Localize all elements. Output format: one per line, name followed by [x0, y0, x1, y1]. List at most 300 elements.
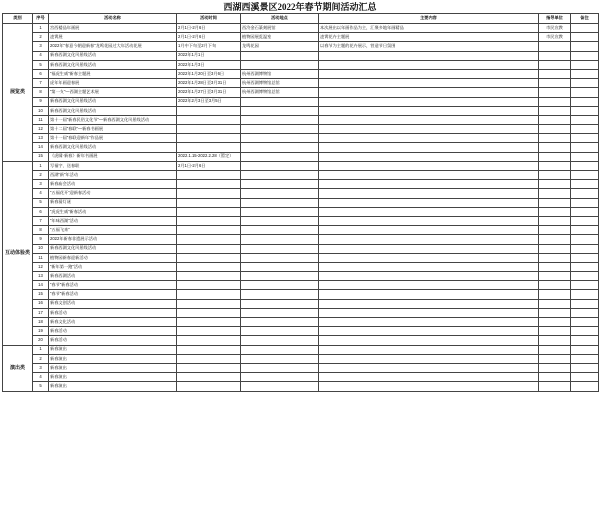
table-row	[3, 143, 599, 152]
cell-note	[571, 33, 599, 42]
cell-activity-time	[177, 262, 241, 271]
cell-category: 展览类	[3, 24, 33, 162]
cell-activity-time: 2022年1月1日	[177, 51, 241, 60]
cell-main-content	[319, 152, 539, 161]
cell-main-content	[319, 125, 539, 134]
cell-main-content	[319, 115, 539, 124]
cell-activity-place	[241, 97, 319, 106]
cell-activity-time	[177, 382, 241, 391]
cell-activity-place	[241, 226, 319, 235]
table-row	[3, 272, 599, 281]
cell-number: 2	[33, 33, 49, 42]
cell-activity-time	[177, 363, 241, 372]
table-row	[3, 42, 599, 51]
table-row	[3, 161, 599, 170]
header-row	[3, 14, 599, 24]
cell-main-content	[319, 318, 539, 327]
table-row	[3, 244, 599, 253]
cell-number: 15	[33, 290, 49, 299]
cell-activity-time	[177, 207, 241, 216]
cell-guiding-unit	[539, 345, 571, 354]
cell-number: 16	[33, 299, 49, 308]
cell-activity-name: 新春演出	[49, 354, 177, 363]
cell-note	[571, 363, 599, 372]
table-row	[3, 299, 599, 308]
cell-activity-time	[177, 189, 241, 198]
cell-note	[571, 281, 599, 290]
cell-activity-place	[241, 281, 319, 290]
cell-number: 1	[33, 24, 49, 33]
cell-activity-time	[177, 281, 241, 290]
cell-guiding-unit	[539, 115, 571, 124]
cell-number: 13	[33, 134, 49, 143]
cell-note	[571, 79, 599, 88]
table-body	[3, 24, 599, 392]
cell-number: 6	[33, 207, 49, 216]
cell-note	[571, 97, 599, 106]
cell-activity-place	[241, 60, 319, 69]
cell-activity-name: 《虎啸·新春》新年书画展	[49, 152, 177, 161]
cell-main-content	[319, 281, 539, 290]
cell-number: 7	[33, 216, 49, 225]
cell-activity-name: 西湖“新”年活动	[49, 171, 177, 180]
cell-activity-place: 杭州西湖博物馆总馆	[241, 79, 319, 88]
cell-activity-place	[241, 327, 319, 336]
cell-main-content	[319, 88, 539, 97]
cell-guiding-unit	[539, 106, 571, 115]
cell-number: 3	[33, 180, 49, 189]
cell-main-content	[319, 308, 539, 317]
cell-activity-name: 新春猜灯谜	[49, 198, 177, 207]
table-row	[3, 216, 599, 225]
cell-number: 2	[33, 354, 49, 363]
cell-main-content	[319, 354, 539, 363]
cell-note	[571, 207, 599, 216]
cell-activity-name: 虎年年画迎春展	[49, 79, 177, 88]
cell-number: 9	[33, 97, 49, 106]
cell-number: 8	[33, 226, 49, 235]
cell-activity-place	[241, 180, 319, 189]
cell-note	[571, 244, 599, 253]
cell-number: 14	[33, 143, 49, 152]
cell-number: 6	[33, 69, 49, 78]
cell-activity-time	[177, 318, 241, 327]
cell-activity-time	[177, 244, 241, 253]
cell-note	[571, 235, 599, 244]
cell-activity-time	[177, 180, 241, 189]
cell-activity-name: 新春西湖文化风景线活动	[49, 97, 177, 106]
cell-activity-name: 新春西湖文化风景线活动	[49, 51, 177, 60]
cell-activity-name: “新年第一跑”活动	[49, 262, 177, 271]
cell-guiding-unit	[539, 189, 571, 198]
cell-note	[571, 308, 599, 317]
cell-activity-place	[241, 51, 319, 60]
cell-activity-name: 第十一届“春联迎新年”作品展	[49, 134, 177, 143]
cell-note	[571, 69, 599, 78]
cell-activity-name: 新春西湖文化风景线活动	[49, 106, 177, 115]
cell-number: 1	[33, 345, 49, 354]
cell-activity-name: 写福字、送春联	[49, 161, 177, 170]
cell-activity-time: 2月1日-2月6日	[177, 24, 241, 33]
table-row	[3, 33, 599, 42]
cell-note	[571, 290, 599, 299]
cell-note	[571, 345, 599, 354]
table-row	[3, 373, 599, 382]
cell-activity-name: “年味西湖”活动	[49, 216, 177, 225]
cell-number: 20	[33, 336, 49, 345]
cell-main-content	[319, 51, 539, 60]
cell-main-content	[319, 143, 539, 152]
cell-activity-name: 新春西湖文化风景线活动	[49, 60, 177, 69]
cell-note	[571, 216, 599, 225]
cell-number: 13	[33, 272, 49, 281]
cell-guiding-unit	[539, 363, 571, 372]
cell-note	[571, 106, 599, 115]
table-row	[3, 382, 599, 391]
cell-activity-place	[241, 363, 319, 372]
cell-note	[571, 125, 599, 134]
cell-activity-place	[241, 235, 319, 244]
cell-guiding-unit	[539, 336, 571, 345]
cell-activity-time: 2月1日-2月6日	[177, 33, 241, 42]
table-row	[3, 262, 599, 271]
cell-activity-name: 2022年“春意今朝迎新春”龙鸣花园过大年活动花展	[49, 42, 177, 51]
cell-activity-place	[241, 308, 319, 317]
cell-main-content	[319, 226, 539, 235]
cell-activity-time	[177, 171, 241, 180]
cell-number: 14	[33, 281, 49, 290]
cell-activity-time: 1月中下旬至2月下旬	[177, 42, 241, 51]
page-title: 西湖西溪景区2022年春节期间活动汇总	[223, 2, 377, 12]
cell-guiding-unit	[539, 308, 571, 317]
cell-note	[571, 143, 599, 152]
cell-number: 12	[33, 125, 49, 134]
cell-activity-place	[241, 354, 319, 363]
header-category: 类别	[3, 14, 33, 24]
cell-activity-place	[241, 272, 319, 281]
cell-activity-place	[241, 318, 319, 327]
cell-guiding-unit	[539, 207, 571, 216]
cell-guiding-unit	[539, 180, 571, 189]
table-row	[3, 69, 599, 78]
cell-guiding-unit	[539, 216, 571, 225]
cell-activity-place	[241, 345, 319, 354]
cell-activity-time	[177, 327, 241, 336]
cell-guiding-unit	[539, 97, 571, 106]
cell-main-content	[319, 189, 539, 198]
cell-main-content	[319, 253, 539, 262]
table-row	[3, 198, 599, 207]
cell-activity-time	[177, 134, 241, 143]
cell-activity-name: 新春西湖活动	[49, 272, 177, 281]
cell-main-content	[319, 235, 539, 244]
table-row	[3, 281, 599, 290]
cell-note	[571, 262, 599, 271]
cell-guiding-unit	[539, 226, 571, 235]
cell-number: 9	[33, 235, 49, 244]
cell-main-content	[319, 198, 539, 207]
cell-number: 3	[33, 42, 49, 51]
table-row	[3, 79, 599, 88]
cell-activity-name: 新春文创活动	[49, 299, 177, 308]
cell-activity-time	[177, 354, 241, 363]
cell-activity-name: 凌霄展	[49, 33, 177, 42]
cell-activity-place	[241, 125, 319, 134]
cell-main-content	[319, 171, 539, 180]
cell-activity-place	[241, 253, 319, 262]
cell-number: 5	[33, 60, 49, 69]
cell-main-content	[319, 290, 539, 299]
cell-note	[571, 51, 599, 60]
cell-activity-time	[177, 235, 241, 244]
cell-activity-name: “春节”新春活动	[49, 290, 177, 299]
header-activity-place: 活动地点	[241, 14, 319, 24]
cell-activity-name: 新春西湖文化风景线活动	[49, 143, 177, 152]
table-row	[3, 345, 599, 354]
table-row	[3, 363, 599, 372]
cell-activity-time	[177, 125, 241, 134]
cell-guiding-unit	[539, 244, 571, 253]
cell-activity-name: 新春演出	[49, 363, 177, 372]
cell-main-content	[319, 216, 539, 225]
cell-main-content	[319, 106, 539, 115]
cell-guiding-unit	[539, 327, 571, 336]
cell-note	[571, 189, 599, 198]
cell-activity-place: 植物园展览温室	[241, 33, 319, 42]
table-row	[3, 171, 599, 180]
table-row	[3, 24, 599, 33]
cell-note	[571, 152, 599, 161]
cell-activity-name: 新春演出	[49, 345, 177, 354]
cell-activity-time: 2022年1月28日至3月31日	[177, 79, 241, 88]
cell-main-content	[319, 327, 539, 336]
cell-guiding-unit	[539, 262, 571, 271]
cell-activity-name: “第一支”—西湖主题艺术展	[49, 88, 177, 97]
cell-number: 7	[33, 79, 49, 88]
cell-activity-time	[177, 272, 241, 281]
cell-number: 10	[33, 244, 49, 253]
cell-activity-name: 2022年新春非遗展示活动	[49, 235, 177, 244]
cell-number: 17	[33, 308, 49, 317]
header-guiding-unit: 指导单位	[539, 14, 571, 24]
table-row	[3, 152, 599, 161]
cell-note	[571, 161, 599, 170]
cell-note	[571, 180, 599, 189]
cell-activity-place	[241, 373, 319, 382]
cell-note	[571, 226, 599, 235]
cell-number: 11	[33, 115, 49, 124]
cell-note	[571, 354, 599, 363]
cell-activity-name: 宫西楼品年画展	[49, 24, 177, 33]
cell-main-content	[319, 373, 539, 382]
cell-category: 互动体验类	[3, 161, 33, 345]
cell-activity-time	[177, 299, 241, 308]
cell-activity-time: 2022年1月3日	[177, 60, 241, 69]
cell-activity-place	[241, 106, 319, 115]
cell-main-content	[319, 345, 539, 354]
cell-guiding-unit	[539, 373, 571, 382]
cell-guiding-unit	[539, 354, 571, 363]
cell-activity-time: 2022.1.15-2022.2.28（暂定）	[177, 152, 241, 161]
cell-activity-name: 第十二届“春联”—新春书画展	[49, 125, 177, 134]
table-row	[3, 189, 599, 198]
cell-guiding-unit	[539, 69, 571, 78]
cell-main-content	[319, 299, 539, 308]
cell-activity-place	[241, 171, 319, 180]
cell-activity-name: 新春庙会活动	[49, 180, 177, 189]
cell-number: 4	[33, 51, 49, 60]
table-row	[3, 207, 599, 216]
cell-guiding-unit	[539, 42, 571, 51]
cell-guiding-unit	[539, 318, 571, 327]
cell-note	[571, 42, 599, 51]
table-row	[3, 235, 599, 244]
cell-activity-time	[177, 345, 241, 354]
cell-activity-place: 杭州西湖博物馆总馆	[241, 88, 319, 97]
cell-main-content	[319, 382, 539, 391]
cell-activity-time: 2022年1月27日至3月31日	[177, 88, 241, 97]
cell-guiding-unit	[539, 79, 571, 88]
cell-activity-name: “春节”新春活动	[49, 281, 177, 290]
cell-number: 18	[33, 318, 49, 327]
cell-note	[571, 24, 599, 33]
cell-activity-name: 新春活动	[49, 308, 177, 317]
cell-activity-name: 第十一届“新春民俗文化节”—新春西湖文化风景线活动	[49, 115, 177, 124]
cell-activity-place: 杭州西湖博物馆	[241, 69, 319, 78]
cell-main-content	[319, 207, 539, 216]
cell-note	[571, 272, 599, 281]
cell-note	[571, 198, 599, 207]
cell-note	[571, 336, 599, 345]
cell-activity-name: 新春文化活动	[49, 318, 177, 327]
cell-number: 12	[33, 262, 49, 271]
cell-note	[571, 253, 599, 262]
cell-main-content	[319, 244, 539, 253]
activity-table	[2, 13, 599, 392]
cell-main-content	[319, 363, 539, 372]
cell-activity-time: 2022年1月20日至3月6日	[177, 69, 241, 78]
cell-activity-time	[177, 226, 241, 235]
header-main-content: 主要内容	[319, 14, 539, 24]
cell-guiding-unit	[539, 134, 571, 143]
cell-activity-name: 新春活动	[49, 327, 177, 336]
cell-guiding-unit	[539, 198, 571, 207]
cell-note	[571, 318, 599, 327]
cell-activity-name: “福虎生威”新春主题展	[49, 69, 177, 78]
cell-activity-place	[241, 161, 319, 170]
cell-activity-time	[177, 115, 241, 124]
cell-number: 5	[33, 382, 49, 391]
cell-activity-place	[241, 207, 319, 216]
table-row	[3, 60, 599, 69]
cell-number: 1	[33, 161, 49, 170]
cell-guiding-unit	[539, 161, 571, 170]
table-row	[3, 354, 599, 363]
cell-main-content: 本次展出以年画作品为主，汇聚多地年画精品	[319, 24, 539, 33]
cell-activity-name: “五福飞来”	[49, 226, 177, 235]
cell-guiding-unit	[539, 253, 571, 262]
header-activity-time: 活动时间	[177, 14, 241, 24]
cell-guiding-unit	[539, 290, 571, 299]
cell-activity-time	[177, 216, 241, 225]
cell-activity-name: 新春演出	[49, 382, 177, 391]
cell-activity-time: 2022年2月3日至3月5日	[177, 97, 241, 106]
cell-main-content	[319, 79, 539, 88]
cell-main-content	[319, 161, 539, 170]
cell-note	[571, 299, 599, 308]
cell-number: 15	[33, 152, 49, 161]
cell-activity-name: 新春西湖文化风景线活动	[49, 244, 177, 253]
cell-note	[571, 115, 599, 124]
table-row	[3, 290, 599, 299]
cell-note	[571, 88, 599, 97]
table-row	[3, 318, 599, 327]
cell-guiding-unit	[539, 281, 571, 290]
cell-activity-place	[241, 216, 319, 225]
cell-activity-time	[177, 198, 241, 207]
cell-main-content	[319, 60, 539, 69]
cell-main-content	[319, 134, 539, 143]
cell-number: 2	[33, 171, 49, 180]
cell-main-content	[319, 97, 539, 106]
cell-category: 演出类	[3, 345, 33, 391]
cell-activity-name: 植物园新春迎新活动	[49, 253, 177, 262]
table-row	[3, 180, 599, 189]
cell-note	[571, 134, 599, 143]
table-row	[3, 51, 599, 60]
cell-note	[571, 171, 599, 180]
cell-note	[571, 60, 599, 69]
table-row	[3, 327, 599, 336]
cell-note	[571, 327, 599, 336]
cell-guiding-unit	[539, 88, 571, 97]
cell-main-content: 以春节为主题的花卉展示，营造节日氛围	[319, 42, 539, 51]
cell-guiding-unit	[539, 171, 571, 180]
cell-number: 8	[33, 88, 49, 97]
cell-main-content	[319, 180, 539, 189]
cell-guiding-unit: 市民宣教	[539, 33, 571, 42]
cell-activity-name: 新春演出	[49, 373, 177, 382]
cell-activity-place	[241, 115, 319, 124]
cell-activity-place	[241, 134, 319, 143]
cell-guiding-unit	[539, 152, 571, 161]
cell-main-content: 凌霄花卉主题展	[319, 33, 539, 42]
cell-activity-place	[241, 382, 319, 391]
cell-activity-time	[177, 143, 241, 152]
table-row	[3, 115, 599, 124]
table-row	[3, 308, 599, 317]
cell-number: 3	[33, 363, 49, 372]
cell-main-content	[319, 272, 539, 281]
header-number: 序号	[33, 14, 49, 24]
header-note: 备注	[571, 14, 599, 24]
table-row	[3, 125, 599, 134]
cell-activity-place	[241, 152, 319, 161]
cell-activity-time	[177, 336, 241, 345]
cell-activity-place	[241, 189, 319, 198]
cell-number: 4	[33, 189, 49, 198]
cell-activity-time	[177, 106, 241, 115]
cell-number: 10	[33, 106, 49, 115]
table-row	[3, 134, 599, 143]
cell-guiding-unit	[539, 235, 571, 244]
cell-main-content	[319, 262, 539, 271]
cell-activity-place: 西泠金石篆刻展馆	[241, 24, 319, 33]
cell-guiding-unit: 市民宣教	[539, 24, 571, 33]
table-row	[3, 97, 599, 106]
cell-activity-place	[241, 244, 319, 253]
header-activity-name: 活动名称	[49, 14, 177, 24]
